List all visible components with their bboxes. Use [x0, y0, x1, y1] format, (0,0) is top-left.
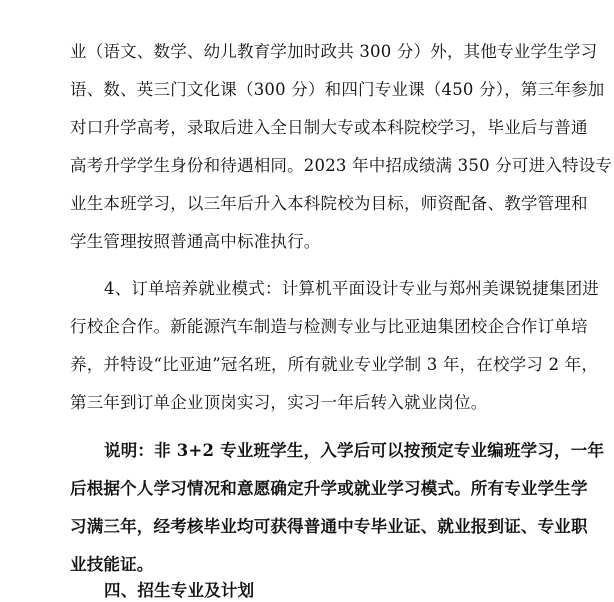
paragraph-2-line-2: 行校企合作。新能源汽车制造与检测专业与比亚迪集团校企合作订单培	[70, 317, 588, 336]
note-paragraph-line-4: 业技能证。	[70, 555, 154, 574]
paragraph-1-line-6: 学生管理按照普通高中标准执行。	[70, 232, 321, 251]
paragraph-1-line-4: 高考升学学生身份和待遇相同。2023 年中招成绩满 350 分可进入特设专	[70, 156, 613, 175]
note-paragraph-line-3: 习满三年，经考核毕业均可获得普通中专毕业证、就业报到证、专业职	[70, 517, 588, 536]
paragraph-1-line-2: 语、数、英三门文化课（300 分）和四门专业课（450 分），第三年参加	[70, 80, 605, 99]
note-paragraph-line-1: 说明：非 3+2 专业班学生，入学后可以按预定专业编班学习，一年	[104, 441, 605, 460]
paragraph-1-line-1: 业（语文、数学、幼儿教育学加时政共 300 分）外，其他专业学生学习	[70, 42, 598, 61]
paragraph-1-line-5: 业生本班学习，以三年后升入本科院校为目标，师资配备、教学管理和	[70, 194, 588, 213]
paragraph-2-line-3: 养，并特设“比亚迪”冠名班，所有就业专业学制 3 年，在校学习 2 年，	[70, 355, 599, 374]
paragraph-1-line-3: 对口升学高考，录取后进入全日制大专或本科院校学习，毕业后与普通	[70, 118, 588, 137]
paragraph-2-line-4: 第三年到订单企业顶岗实习，实习一年后转入就业岗位。	[70, 393, 488, 412]
note-paragraph-line-2: 后根据个人学习情况和意愿确定升学或就业学习模式。所有专业学生学	[70, 479, 588, 498]
paragraph-2-line-1: 4、订单培养就业模式：计算机平面设计专业与郑州美课锐捷集团进	[104, 279, 599, 298]
section-heading: 四、招生专业及计划	[104, 581, 255, 600]
